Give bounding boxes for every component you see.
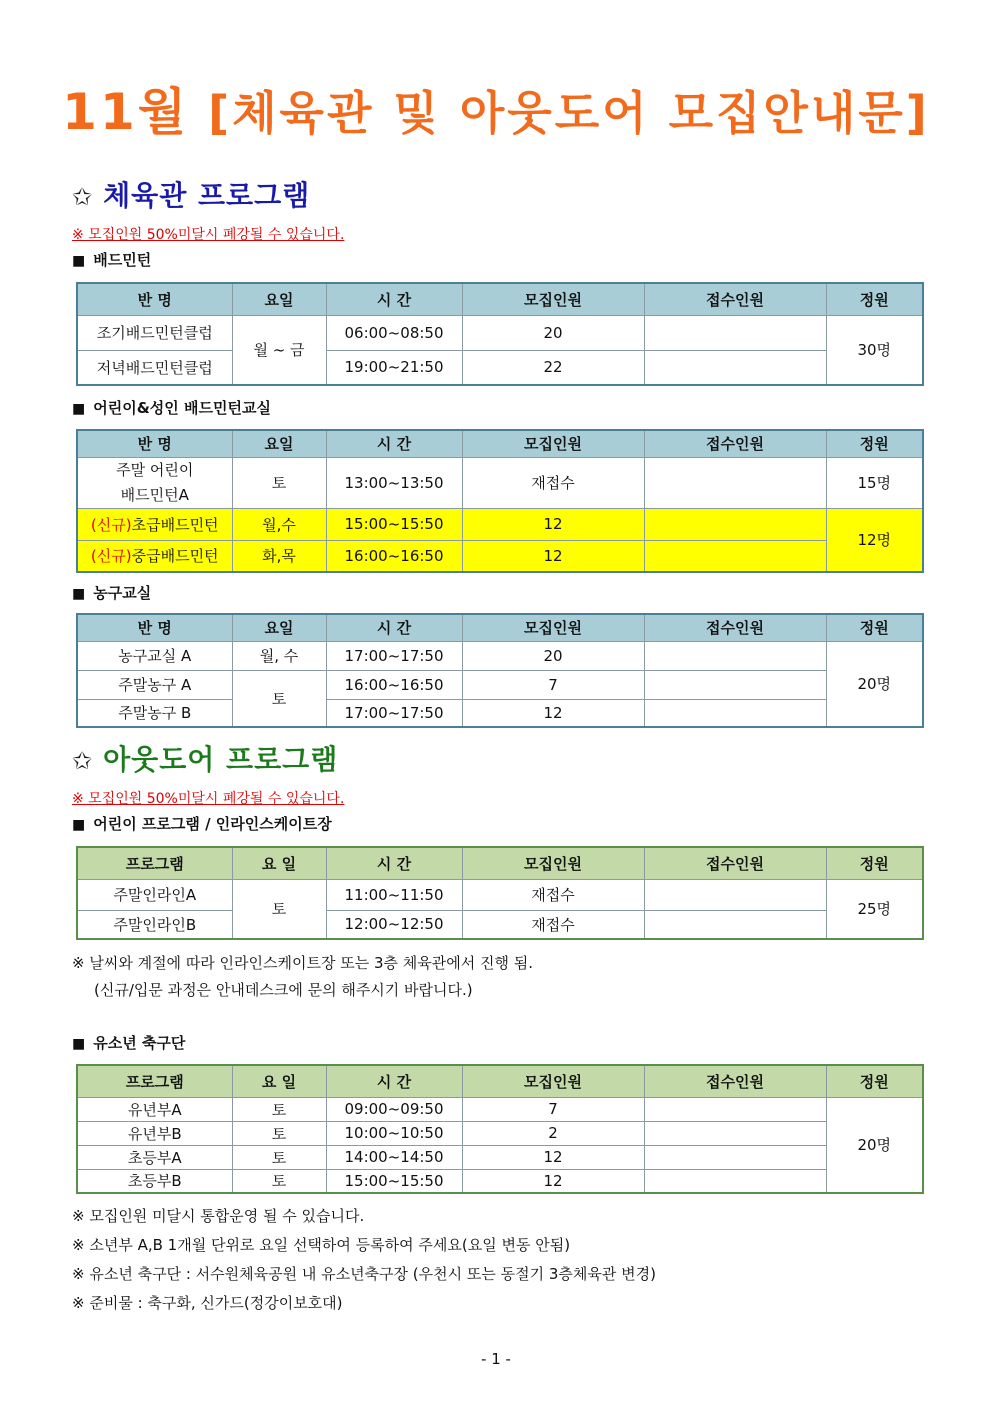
class-received bbox=[644, 699, 826, 727]
class-name-text: 중급배드민턴 bbox=[131, 547, 219, 566]
outdoor-heading-text: 아웃도어 프로그램 bbox=[103, 743, 339, 776]
basketball-table bbox=[76, 613, 924, 728]
program-count: 재접수 bbox=[462, 910, 644, 939]
inline-notes bbox=[72, 950, 533, 1004]
class-count: 재접수 bbox=[462, 457, 644, 508]
program-day: 토 bbox=[232, 1169, 326, 1193]
inline-table bbox=[76, 846, 924, 940]
program-count: 7 bbox=[462, 1097, 644, 1121]
class-name bbox=[77, 540, 232, 572]
table-row bbox=[77, 699, 923, 727]
class-count: 22 bbox=[462, 350, 644, 385]
class-time: 17:00~17:50 bbox=[326, 641, 462, 670]
col-header: 시 간 bbox=[326, 283, 462, 315]
program-name: 초등부A bbox=[77, 1145, 232, 1169]
program-received bbox=[644, 1121, 826, 1145]
program-time: 14:00~14:50 bbox=[326, 1145, 462, 1169]
table-header-row bbox=[77, 614, 923, 641]
class-day: 토 bbox=[232, 670, 326, 727]
col-header: 요일 bbox=[232, 283, 326, 315]
gym-warning: ※ 모집인원 50%미달시 폐강될 수 있습니다. bbox=[72, 227, 345, 243]
table-row bbox=[77, 1169, 923, 1193]
soccer-title: 유소년 축구단 bbox=[93, 1034, 186, 1052]
new-badge: (신규) bbox=[90, 547, 132, 566]
class-capacity: 15명 bbox=[826, 457, 923, 508]
col-header: 모집인원 bbox=[462, 430, 644, 457]
basketball-title: 농구교실 bbox=[93, 584, 152, 602]
table-row bbox=[77, 1097, 923, 1121]
square-bullet-icon: ■ bbox=[72, 586, 86, 602]
badminton-subheading bbox=[72, 249, 151, 270]
program-name: 유년부A bbox=[77, 1097, 232, 1121]
col-header: 반 명 bbox=[77, 614, 232, 641]
outdoor-warning: ※ 모집인원 50%미달시 폐강될 수 있습니다. bbox=[72, 791, 345, 807]
col-header: 접수인원 bbox=[644, 1065, 826, 1097]
table-row bbox=[77, 457, 923, 508]
col-header: 정원 bbox=[826, 283, 923, 315]
new-badge: (신규) bbox=[90, 515, 132, 534]
class-name bbox=[77, 457, 232, 508]
col-header: 모집인원 bbox=[462, 614, 644, 641]
class-name: 주말농구 B bbox=[77, 699, 232, 727]
table-row bbox=[77, 1145, 923, 1169]
table-row bbox=[77, 540, 923, 572]
class-count: 12 bbox=[462, 540, 644, 572]
col-header: 접수인원 bbox=[644, 283, 826, 315]
col-header: 시 간 bbox=[326, 1065, 462, 1097]
class-time: 17:00~17:50 bbox=[326, 699, 462, 727]
class-day: 월 ~ 금 bbox=[232, 315, 326, 385]
program-name: 주말인라인B bbox=[77, 910, 232, 939]
col-header: 시 간 bbox=[326, 614, 462, 641]
program-time: 10:00~10:50 bbox=[326, 1121, 462, 1145]
class-name-line: 주말 어린이 bbox=[116, 460, 194, 479]
program-time: 15:00~15:50 bbox=[326, 1169, 462, 1193]
gym-section-heading bbox=[72, 174, 310, 214]
badminton-table bbox=[76, 282, 924, 386]
col-header: 접수인원 bbox=[644, 614, 826, 641]
class-time: 06:00~08:50 bbox=[326, 315, 462, 350]
class-name bbox=[77, 508, 232, 540]
col-header: 반 명 bbox=[77, 283, 232, 315]
col-header: 요일 bbox=[232, 614, 326, 641]
class-day: 월,수 bbox=[232, 508, 326, 540]
class-capacity: 30명 bbox=[826, 315, 923, 385]
col-header: 접수인원 bbox=[644, 847, 826, 879]
class-time: 16:00~16:50 bbox=[326, 670, 462, 699]
class-capacity: 20명 bbox=[826, 641, 923, 727]
title-month: 11월 bbox=[62, 83, 190, 141]
table-row bbox=[77, 315, 923, 350]
program-received bbox=[644, 1097, 826, 1121]
class-received bbox=[644, 508, 826, 540]
class-name-line: 배드민턴A bbox=[120, 485, 189, 504]
class-time: 13:00~13:50 bbox=[326, 457, 462, 508]
class-time: 19:00~21:50 bbox=[326, 350, 462, 385]
star-icon: ✩ bbox=[72, 183, 94, 211]
program-count: 12 bbox=[462, 1145, 644, 1169]
program-received bbox=[644, 910, 826, 939]
col-header: 요 일 bbox=[232, 1065, 326, 1097]
inline-title: 어린이 프로그램 / 인라인스케이트장 bbox=[93, 815, 332, 833]
inline-subheading bbox=[72, 813, 332, 834]
program-day: 토 bbox=[232, 1121, 326, 1145]
page-number: - 1 - bbox=[481, 1350, 511, 1368]
class-received bbox=[644, 457, 826, 508]
table-header-row bbox=[77, 283, 923, 315]
program-day: 토 bbox=[232, 879, 326, 939]
document-title bbox=[0, 72, 992, 144]
table-row bbox=[77, 1121, 923, 1145]
table-row bbox=[77, 670, 923, 699]
outdoor-section-heading bbox=[72, 738, 338, 778]
soccer-subheading bbox=[72, 1032, 185, 1053]
basketball-subheading bbox=[72, 582, 151, 603]
col-header: 반 명 bbox=[77, 430, 232, 457]
note-line: (신규/입문 과정은 안내데스크에 문의 해주시기 바랍니다.) bbox=[94, 981, 473, 999]
soccer-table bbox=[76, 1064, 924, 1194]
class-count: 20 bbox=[462, 641, 644, 670]
table-header-row bbox=[77, 847, 923, 879]
title-text: [체육관 및 아웃도어 모집안내문] bbox=[208, 86, 930, 140]
class-received bbox=[644, 350, 826, 385]
col-header: 시 간 bbox=[326, 430, 462, 457]
square-bullet-icon: ■ bbox=[72, 401, 86, 417]
square-bullet-icon: ■ bbox=[72, 1036, 86, 1052]
table-header-row bbox=[77, 430, 923, 457]
class-count: 12 bbox=[462, 699, 644, 727]
note-line: ※ 모집인원 미달시 통합운영 될 수 있습니다. bbox=[72, 1207, 365, 1225]
kids-badminton-table bbox=[76, 429, 924, 573]
class-capacity: 12명 bbox=[826, 508, 923, 572]
table-row bbox=[77, 641, 923, 670]
program-name: 주말인라인A bbox=[77, 879, 232, 910]
square-bullet-icon: ■ bbox=[72, 817, 86, 833]
program-count: 재접수 bbox=[462, 879, 644, 910]
kids-badminton-title: 어린이&성인 배드민턴교실 bbox=[93, 399, 271, 417]
col-header: 프로그램 bbox=[77, 1065, 232, 1097]
class-day: 토 bbox=[232, 457, 326, 508]
program-received bbox=[644, 1169, 826, 1193]
class-received bbox=[644, 315, 826, 350]
col-header: 정원 bbox=[826, 1065, 923, 1097]
table-row bbox=[77, 879, 923, 910]
class-received bbox=[644, 540, 826, 572]
program-name: 유년부B bbox=[77, 1121, 232, 1145]
class-time: 15:00~15:50 bbox=[326, 508, 462, 540]
square-bullet-icon: ■ bbox=[72, 253, 86, 269]
soccer-notes bbox=[72, 1202, 656, 1318]
note-line: ※ 날씨와 계절에 따라 인라인스케이트장 또는 3층 체육관에서 진행 됨. bbox=[72, 954, 534, 972]
table-row bbox=[77, 910, 923, 939]
col-header: 요 일 bbox=[232, 847, 326, 879]
program-capacity: 25명 bbox=[826, 879, 923, 939]
col-header: 정원 bbox=[826, 614, 923, 641]
program-received bbox=[644, 879, 826, 910]
class-day: 화,목 bbox=[232, 540, 326, 572]
col-header: 모집인원 bbox=[462, 283, 644, 315]
col-header: 프로그램 bbox=[77, 847, 232, 879]
table-row bbox=[77, 508, 923, 540]
col-header: 접수인원 bbox=[644, 430, 826, 457]
class-name: 저녁배드민턴클럽 bbox=[77, 350, 232, 385]
class-name: 조기배드민턴클럽 bbox=[77, 315, 232, 350]
program-time: 12:00~12:50 bbox=[326, 910, 462, 939]
program-received bbox=[644, 1145, 826, 1169]
gym-heading-text: 체육관 프로그램 bbox=[103, 179, 311, 212]
class-count: 12 bbox=[462, 508, 644, 540]
kids-badminton-subheading bbox=[72, 397, 271, 418]
class-received bbox=[644, 641, 826, 670]
col-header: 정원 bbox=[826, 430, 923, 457]
col-header: 모집인원 bbox=[462, 1065, 644, 1097]
class-count: 7 bbox=[462, 670, 644, 699]
class-received bbox=[644, 670, 826, 699]
star-icon: ✩ bbox=[72, 747, 94, 775]
class-day: 월, 수 bbox=[232, 641, 326, 670]
program-count: 12 bbox=[462, 1169, 644, 1193]
note-line: ※ 소년부 A,B 1개월 단위로 요일 선택하여 등록하여 주세요(요일 변동 안됨) bbox=[72, 1236, 571, 1254]
col-header: 정원 bbox=[826, 847, 923, 879]
program-name: 초등부B bbox=[77, 1169, 232, 1193]
class-time: 16:00~16:50 bbox=[326, 540, 462, 572]
program-time: 11:00~11:50 bbox=[326, 879, 462, 910]
class-name: 농구교실 A bbox=[77, 641, 232, 670]
program-capacity: 20명 bbox=[826, 1097, 923, 1193]
table-header-row bbox=[77, 1065, 923, 1097]
col-header: 모집인원 bbox=[462, 847, 644, 879]
col-header: 시 간 bbox=[326, 847, 462, 879]
class-count: 20 bbox=[462, 315, 644, 350]
badminton-title: 배드민턴 bbox=[93, 251, 152, 269]
class-name-text: 초급배드민턴 bbox=[131, 515, 219, 534]
program-count: 2 bbox=[462, 1121, 644, 1145]
class-name: 주말농구 A bbox=[77, 670, 232, 699]
note-line: ※ 유소년 축구단 : 서수원체육공원 내 유소년축구장 (우천시 또는 동절기 3층체육관 변경) bbox=[72, 1265, 656, 1283]
program-day: 토 bbox=[232, 1145, 326, 1169]
program-time: 09:00~09:50 bbox=[326, 1097, 462, 1121]
program-day: 토 bbox=[232, 1097, 326, 1121]
col-header: 요일 bbox=[232, 430, 326, 457]
note-line: ※ 준비물 : 축구화, 신가드(정강이보호대) bbox=[72, 1294, 343, 1312]
table-row bbox=[77, 350, 923, 385]
